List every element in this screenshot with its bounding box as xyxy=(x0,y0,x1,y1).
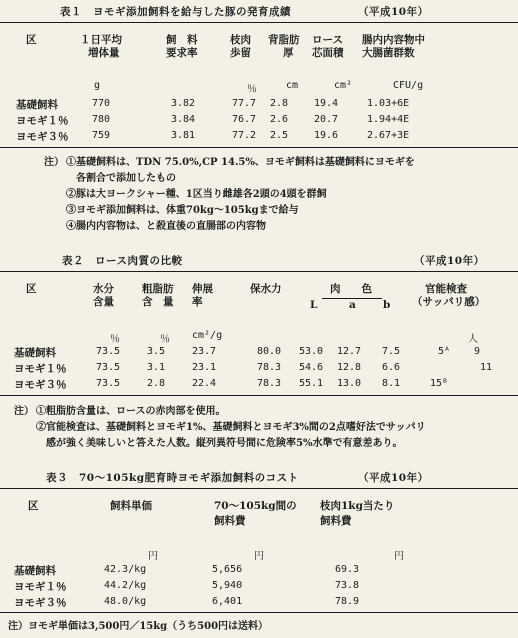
table2-caption: 表２ ロース肉質の比較 xyxy=(62,255,183,267)
t2-header-ext-1: 伸展 xyxy=(192,283,213,295)
table-cell: 23.7 xyxy=(192,346,217,357)
table-cell: 2.6 xyxy=(270,114,289,125)
t1-note: 各割合で添加したもの xyxy=(66,173,176,184)
t3-header-meat-2: 飼料費 xyxy=(320,515,352,527)
t3-note: 注）ヨモギ単価は3,500円／15kg（うち500円は送料） xyxy=(8,621,269,632)
t1-unit-bact: CFU/g xyxy=(393,80,424,91)
t2-note: ②官能検査は、基礎飼料とヨモギ1%、基礎飼料とヨモギ3%間の2点嗜好法でサッパリ xyxy=(36,422,426,433)
t1-header-gain-2: 増体量 xyxy=(88,47,120,59)
table3-bottom-rule xyxy=(0,612,518,613)
t1-note: ④腸内内容物は、と殺直後の直腸部の内容物 xyxy=(66,221,266,232)
t2-notes-prefix: 注） xyxy=(14,406,34,417)
table-cell: 2.8 xyxy=(147,378,166,389)
table-row-label: 基礎飼料 xyxy=(16,99,58,111)
table-cell: 5,940 xyxy=(212,580,243,591)
table-cell: 76.7 xyxy=(232,114,257,125)
table-cell: 770 xyxy=(92,98,111,109)
table-cell: 1.03+6E xyxy=(367,98,410,109)
t3-header-cost-2: 飼料費 xyxy=(214,515,246,527)
table-cell: 23.1 xyxy=(192,362,217,373)
t2-unit-water: ％ xyxy=(110,334,120,345)
table-cell: 73.5 xyxy=(96,362,121,373)
t2-header-sens-2: （サッパリ感） xyxy=(412,296,486,308)
t2-header-water-2: 含量 xyxy=(93,296,114,308)
t2-unit-ext: cm²/g xyxy=(192,330,223,341)
table-cell: 3.1 xyxy=(147,362,166,373)
t1-header-loin-1: ロース xyxy=(312,34,343,46)
t2-note: ①粗脂肪含量は、ロースの赤肉部を使用。 xyxy=(36,406,226,417)
t1-header-feed-1: 飼 料 xyxy=(166,34,198,46)
table-cell: 1.94+4E xyxy=(367,114,410,125)
table2-year: （平成10年） xyxy=(414,255,485,267)
t2-unit-sens: 人 xyxy=(468,334,478,345)
table-cell: 12.7 xyxy=(337,346,362,357)
table-cell: 3.5 xyxy=(147,346,166,357)
table-row-label: ヨモギ１％ xyxy=(16,115,69,127)
table-cell: 73.5 xyxy=(96,378,121,389)
table-cell: 759 xyxy=(92,130,111,141)
table-cell: 3.81 xyxy=(171,130,196,141)
table-cell: 55.1 xyxy=(299,378,324,389)
table-cell: 5ᴬ xyxy=(438,346,451,357)
t3-header-meat-1: 枝肉1kg当たり xyxy=(320,500,395,512)
table-cell: 11 xyxy=(480,362,493,373)
t1-unit-loin: cm² xyxy=(334,80,353,91)
table-cell: 80.0 xyxy=(257,346,282,357)
t2-header-fat-1: 粗脂肪 xyxy=(142,283,174,295)
t1-header-ku: 区 xyxy=(26,34,37,46)
table1-year: （平成10年） xyxy=(358,6,429,18)
table-cell: 48.0/kg xyxy=(104,596,147,607)
table-cell: 15ᴮ xyxy=(430,378,449,389)
table-cell: 73.8 xyxy=(335,580,360,591)
t3-header-cost-1: 70～105kg間の xyxy=(214,500,297,512)
table-cell: 77.2 xyxy=(232,130,257,141)
t2-unit-fat: ％ xyxy=(160,334,170,345)
t1-unit-fat: cm xyxy=(286,80,299,91)
table2-bottom-rule xyxy=(0,395,518,396)
t2-note: 感が強く美味しいと答えた人数。縦列異符号間に危険率5%水準で有意差あり。 xyxy=(36,438,403,449)
t1-header-fat-2: 厚 xyxy=(283,47,294,59)
table1-bottom-rule xyxy=(0,147,518,148)
table3-caption: 表３ 70～105kg肥育時ヨモギ添加飼料のコスト xyxy=(46,472,299,484)
table-cell: 42.3/kg xyxy=(104,564,147,575)
table-cell: 2.5 xyxy=(270,130,289,141)
table-cell: 7.5 xyxy=(382,346,401,357)
table3-top-rule xyxy=(0,488,518,489)
t1-notes-prefix: 注） xyxy=(44,157,64,168)
t2-header-sens-1: 官能検査 xyxy=(425,283,467,295)
t2-header-a: a xyxy=(349,299,356,311)
table-row-label: ヨモギ１％ xyxy=(14,581,67,593)
t1-header-loin-2: 芯面積 xyxy=(312,47,344,59)
table-cell: 780 xyxy=(92,114,111,125)
table-cell: 78.3 xyxy=(257,362,282,373)
table-cell: 2.8 xyxy=(270,98,289,109)
t1-header-fat-1: 背脂肪 xyxy=(268,34,300,46)
t1-unit-yield: ％ xyxy=(247,84,257,95)
table-cell: 12.8 xyxy=(337,362,362,373)
table2-top-rule xyxy=(0,271,518,272)
table-cell: 78.9 xyxy=(335,596,360,607)
t1-note: ①基礎飼料は、TDN 75.0%,CP 14.5%、ヨモギ飼料は基礎飼料にヨモギを xyxy=(66,157,415,168)
table-row-label: 基礎飼料 xyxy=(14,565,56,577)
table-cell: 19.6 xyxy=(314,130,339,141)
t1-note: ②豚は大ヨークシャー種、1区当り雌雄各2頭の4頭を群飼 xyxy=(66,189,327,200)
table-cell: 3.84 xyxy=(171,114,196,125)
t3-unit-cost: 円 xyxy=(254,551,264,562)
t2-header-water-1: 水分 xyxy=(93,283,114,295)
t2-header-b: b xyxy=(383,299,391,311)
table-row-label: ヨモギ３％ xyxy=(16,131,69,143)
t2-header-fat-2: 含 量 xyxy=(142,296,174,308)
t1-header-gain-1: １日平均 xyxy=(80,34,122,46)
t1-header-bact-1: 腸内内容物中 xyxy=(362,34,425,46)
t2-header-L: L xyxy=(310,299,318,311)
t2-header-ext-2: 率 xyxy=(192,296,203,308)
table3-year: （平成10年） xyxy=(358,472,429,484)
table-cell: 78.3 xyxy=(257,378,282,389)
t3-header-ku: 区 xyxy=(28,500,39,512)
table-cell: 73.5 xyxy=(96,346,121,357)
table-cell: 53.0 xyxy=(299,346,324,357)
table-cell: 2.67+3E xyxy=(367,130,410,141)
t1-unit-gain: g xyxy=(94,80,101,91)
table-cell: 19.4 xyxy=(314,98,339,109)
table-cell: 69.3 xyxy=(335,564,360,575)
table-row-label: ヨモギ１％ xyxy=(14,363,67,375)
t2-header-color: 肉 色 xyxy=(330,283,372,295)
table-cell: 22.4 xyxy=(192,378,217,389)
table-cell: 20.7 xyxy=(314,114,339,125)
t1-note: ③ヨモギ添加飼料は、体重70kg～105kgまで給与 xyxy=(66,205,299,216)
table-cell: 54.6 xyxy=(299,362,324,373)
t1-header-yield-1: 枝肉 xyxy=(230,34,251,46)
table-cell: 8.1 xyxy=(382,378,401,389)
table-cell: 9 xyxy=(474,346,481,357)
t2-header-waterholding: 保水力 xyxy=(250,283,282,295)
table-cell: 44.2/kg xyxy=(104,580,147,591)
table-cell: 77.7 xyxy=(232,98,257,109)
table-row-label: ヨモギ３％ xyxy=(14,597,67,609)
t1-header-feed-2: 要求率 xyxy=(166,47,198,59)
t1-header-bact-2: 大腸菌群数 xyxy=(362,47,415,59)
table-row-label: 基礎飼料 xyxy=(14,347,56,359)
t3-header-price: 飼料単価 xyxy=(110,500,152,512)
table-cell: 5,656 xyxy=(212,564,243,575)
t1-header-yield-2: 歩留 xyxy=(230,47,251,59)
t3-unit-price: 円 xyxy=(148,551,158,562)
table-cell: 3.82 xyxy=(171,98,196,109)
table1-top-rule xyxy=(0,22,518,23)
table-cell: 13.0 xyxy=(337,378,362,389)
table-row-label: ヨモギ３％ xyxy=(14,379,67,391)
table-cell: 6,401 xyxy=(212,596,243,607)
t3-unit-meat: 円 xyxy=(394,551,404,562)
table-cell: 6.6 xyxy=(382,362,401,373)
table1-caption: 表１ ヨモギ添加飼料を給与した豚の発育成績 xyxy=(60,6,291,18)
t2-header-ku: 区 xyxy=(26,283,37,295)
